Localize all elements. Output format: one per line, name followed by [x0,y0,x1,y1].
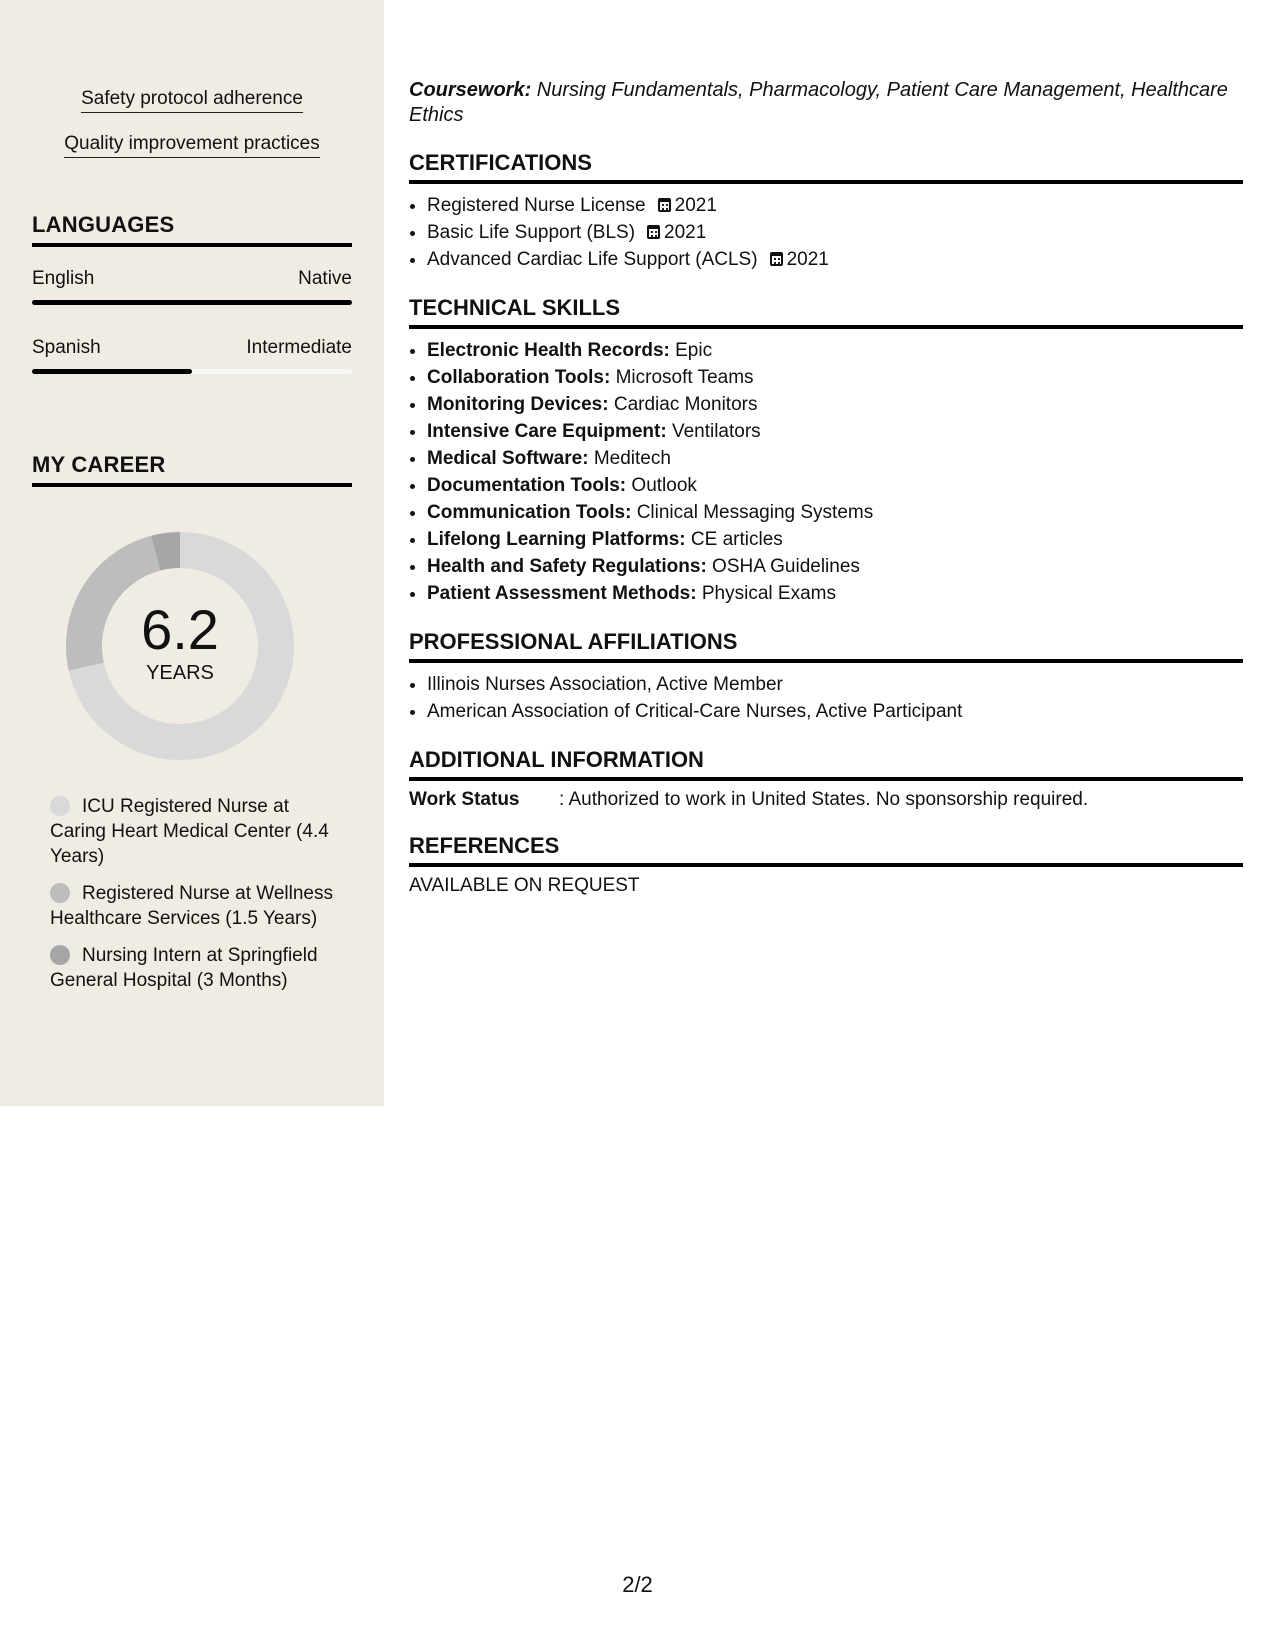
language-bar-english [32,300,352,305]
certifications-list [409,192,1243,273]
career-total-value: 6.2 [141,597,219,661]
skill-category: Intensive Care Equipment: [427,421,667,442]
certification-name: Registered Nurse License [427,195,646,216]
affiliation-item: • American Association of Critical-Care Nurses, Active Participant [427,698,1243,725]
skill-value: OSHA Guidelines [706,556,860,577]
skill-value: Outlook [626,475,697,496]
career-item-text: ICU Registered Nurse at Caring Heart Medical Center (4.4 Years) [50,796,329,867]
language-name: English [32,268,95,289]
language-row-spanish [32,337,352,359]
skill-value: Physical Exams [696,583,836,604]
certifications-heading: CERTIFICATIONS [409,150,1243,184]
languages-heading: LANGUAGES [32,212,352,247]
career-heading: MY CAREER [32,452,352,487]
affiliations-heading: PROFESSIONAL AFFILIATIONS [409,629,1243,663]
skill-item [0,133,384,158]
affiliation-item: • Illinois Nurses Association, Active Member [427,671,1243,698]
career-item [50,881,340,931]
certification-year: 2021 [786,249,829,270]
career-item [50,794,340,869]
certification-year: 2021 [674,195,717,216]
technical-skills-heading: TECHNICAL SKILLS [409,295,1243,329]
skill-value: CE articles [685,529,783,550]
technical-skill-item [427,553,1243,580]
skill-value: Ventilators [666,421,761,442]
coursework-label: Coursework: [409,79,532,101]
work-status-label: Work Status [409,789,520,810]
additional-info-heading: ADDITIONAL INFORMATION [409,747,1243,781]
work-status-value: : Authorized to work in United States. No sponsorship required. [559,789,1089,810]
technical-skill-item [427,445,1243,472]
career-total-unit: YEARS [146,661,214,684]
skill-category: Monitoring Devices: [427,394,609,415]
technical-skill-item [427,337,1243,364]
language-bar-fill [32,300,352,305]
affiliations-list [409,671,1243,725]
language-row-english [32,268,352,290]
skill-category: Documentation Tools: [427,475,627,496]
technical-skill-item [427,391,1243,418]
work-status-row [409,789,1243,811]
technical-skill-item [427,418,1243,445]
coursework-text: Nursing Fundamentals, Pharmacology, Patient Care Management, Healthcare Ethics [409,79,1228,126]
skill-category: Health and Safety Regulations: [427,556,707,577]
career-legend [50,794,340,1005]
sidebar [0,0,384,1106]
technical-skill-item [427,364,1243,391]
language-bar-fill [32,369,192,374]
calendar-icon [647,225,660,239]
calendar-icon [658,198,671,212]
certification-item [427,219,1243,246]
legend-dot-icon [50,883,70,903]
skill-category: Communication Tools: [427,502,632,523]
language-name: Spanish [32,337,101,358]
technical-skill-item [427,526,1243,553]
career-donut-chart [66,532,294,760]
certification-year: 2021 [664,222,707,243]
skill-value: Cardiac Monitors [608,394,758,415]
legend-dot-icon [50,945,70,965]
career-item-text: Registered Nurse at Wellness Healthcare Services (1.5 Years) [50,883,333,929]
certification-item [427,246,1243,273]
technical-skill-item [427,499,1243,526]
skill-label: Safety protocol adherence [81,88,303,113]
certification-name: Basic Life Support (BLS) [427,222,636,243]
language-bar-spanish [32,369,352,374]
legend-dot-icon [50,796,70,816]
skill-label: Quality improvement practices [64,133,320,158]
skill-value: Meditech [588,448,671,469]
skill-value: Epic [669,340,713,361]
skill-value: Microsoft Teams [610,367,754,388]
technical-skills-list [409,337,1243,607]
donut-center [66,532,294,760]
skill-category: Electronic Health Records: [427,340,670,361]
skill-item [0,88,384,113]
language-level: Native [298,268,352,289]
technical-skill-item [427,472,1243,499]
skill-category: Medical Software: [427,448,589,469]
technical-skill-item [427,580,1243,607]
coursework [409,78,1243,128]
references-heading: REFERENCES [409,833,1243,867]
skill-category: Patient Assessment Methods: [427,583,697,604]
career-item [50,943,340,993]
main-content [409,78,1243,897]
skill-value: Clinical Messaging Systems [631,502,874,523]
calendar-icon [770,252,783,266]
certification-name: Advanced Cardiac Life Support (ACLS) [427,249,758,270]
certification-item [427,192,1243,219]
page-number: 2/2 [622,1572,653,1597]
career-item-text: Nursing Intern at Springfield General Hospital (3 Months) [50,945,318,991]
skill-category: Lifelong Learning Platforms: [427,529,686,550]
references-text: AVAILABLE ON REQUEST [409,875,640,896]
language-level: Intermediate [246,337,352,358]
skill-category: Collaboration Tools: [427,367,611,388]
